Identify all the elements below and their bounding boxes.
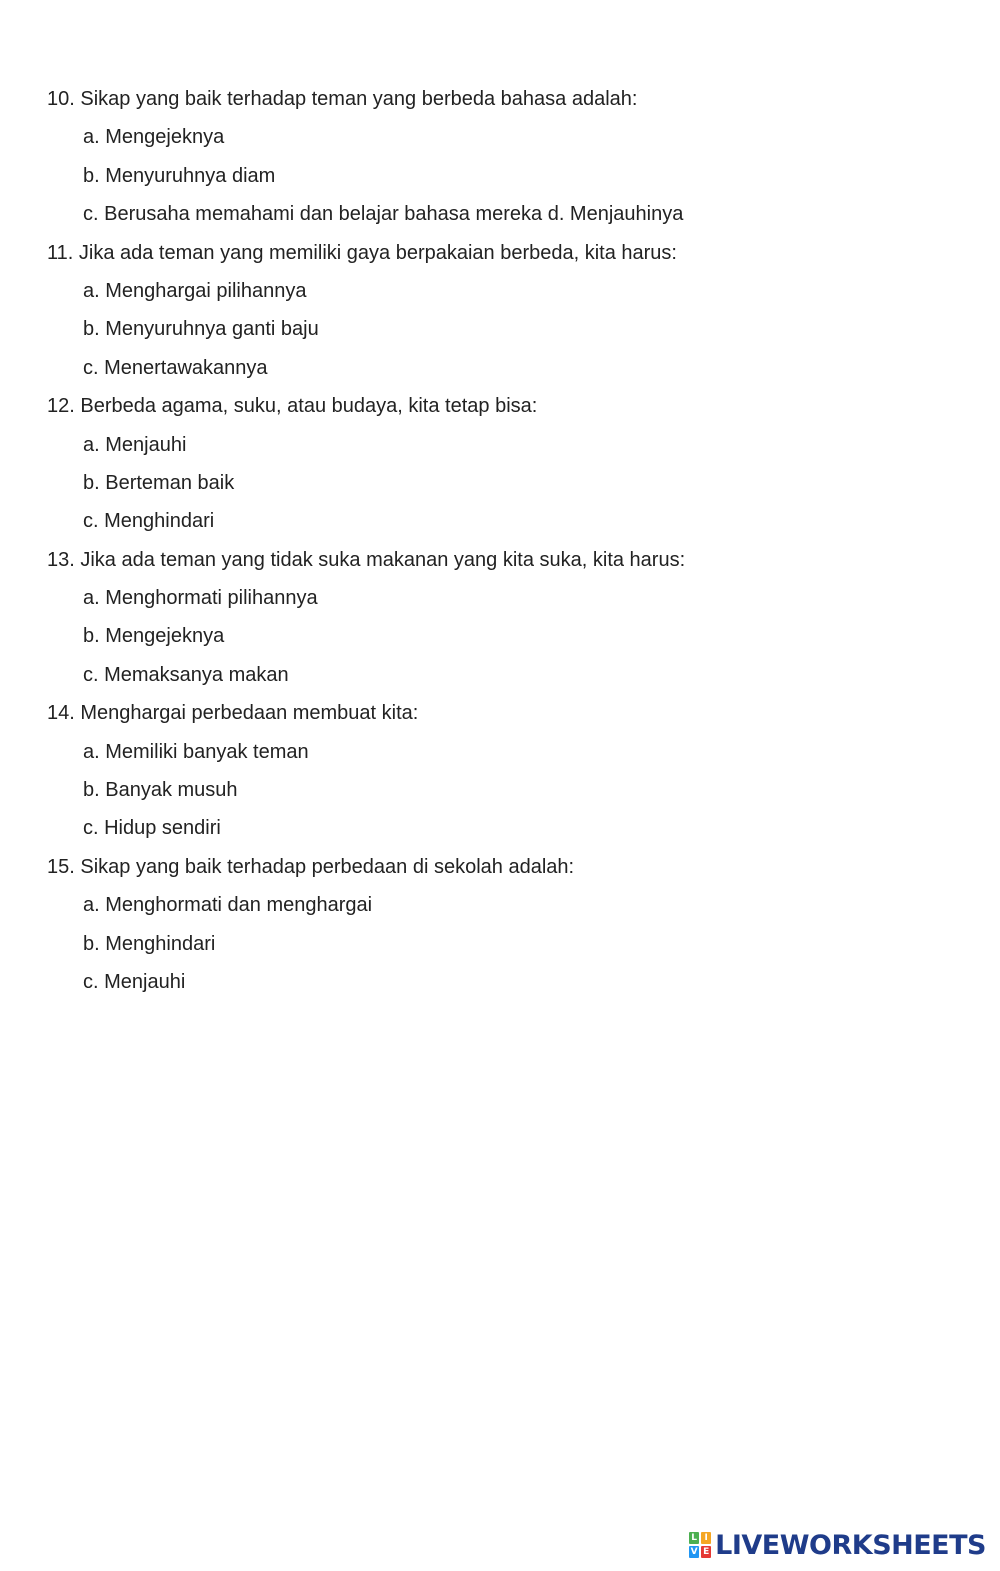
option-b: b. Berteman baik xyxy=(83,471,235,494)
question-text: 14. Menghargai perbedaan membuat kita: xyxy=(47,702,419,725)
question-text: 11. Jika ada teman yang memiliki gaya berpakaian berbeda, kita harus: xyxy=(47,241,677,264)
liveworksheets-logo-icon xyxy=(689,1532,711,1558)
option-a: a. Menghargai pilihannya xyxy=(83,279,307,302)
option-b: b. Mengejeknya xyxy=(83,625,225,648)
question-10 xyxy=(0,80,1000,234)
option-c: c. Memaksanya makan xyxy=(83,663,289,686)
option-b: b. Menghindari xyxy=(83,932,216,955)
question-14 xyxy=(0,694,1000,848)
option-a: a. Menghormati pilihannya xyxy=(83,587,318,610)
logo-mark-tile: L xyxy=(689,1532,699,1544)
logo-wordmark: LIVEWORKSHEETS xyxy=(715,1529,986,1561)
option-c: c. Hidup sendiri xyxy=(83,817,221,840)
option-b: b. Banyak musuh xyxy=(83,779,238,802)
option-a: a. Menjauhi xyxy=(83,433,187,456)
option-b: b. Menyuruhnya diam xyxy=(83,164,276,187)
logo-mark-tile: I xyxy=(701,1532,711,1544)
option-a: a. Menghormati dan menghargai xyxy=(83,894,373,917)
question-text: 12. Berbeda agama, suku, atau budaya, kita tetap bisa: xyxy=(47,395,538,418)
question-text: 13. Jika ada teman yang tidak suka makanan yang kita suka, kita harus: xyxy=(47,548,686,571)
question-15 xyxy=(0,848,1000,1002)
option-c: c. Menghindari xyxy=(83,510,215,533)
option-a: a. Memiliki banyak teman xyxy=(83,740,309,763)
option-b: b. Menyuruhnya ganti baju xyxy=(83,318,319,341)
option-c: c. Menjauhi xyxy=(83,970,186,993)
worksheet-content xyxy=(0,80,1000,1001)
option-a: a. Mengejeknya xyxy=(83,126,225,149)
logo-mark-tile: V xyxy=(690,1547,698,1557)
liveworksheets-logo xyxy=(689,1529,986,1561)
question-text: 15. Sikap yang baik terhadap perbedaan di sekolah adalah: xyxy=(47,855,575,878)
option-c: c. Menertawakannya xyxy=(83,356,268,379)
question-text: 10. Sikap yang baik terhadap teman yang berbeda bahasa adalah: xyxy=(47,88,638,110)
option-c: c. Berusaha memahami dan belajar bahasa mereka d. Menjauhinya xyxy=(83,203,684,226)
logo-mark-tile: E xyxy=(703,1547,710,1557)
question-12 xyxy=(0,387,1000,541)
question-11 xyxy=(0,234,1000,388)
question-13 xyxy=(0,541,1000,695)
